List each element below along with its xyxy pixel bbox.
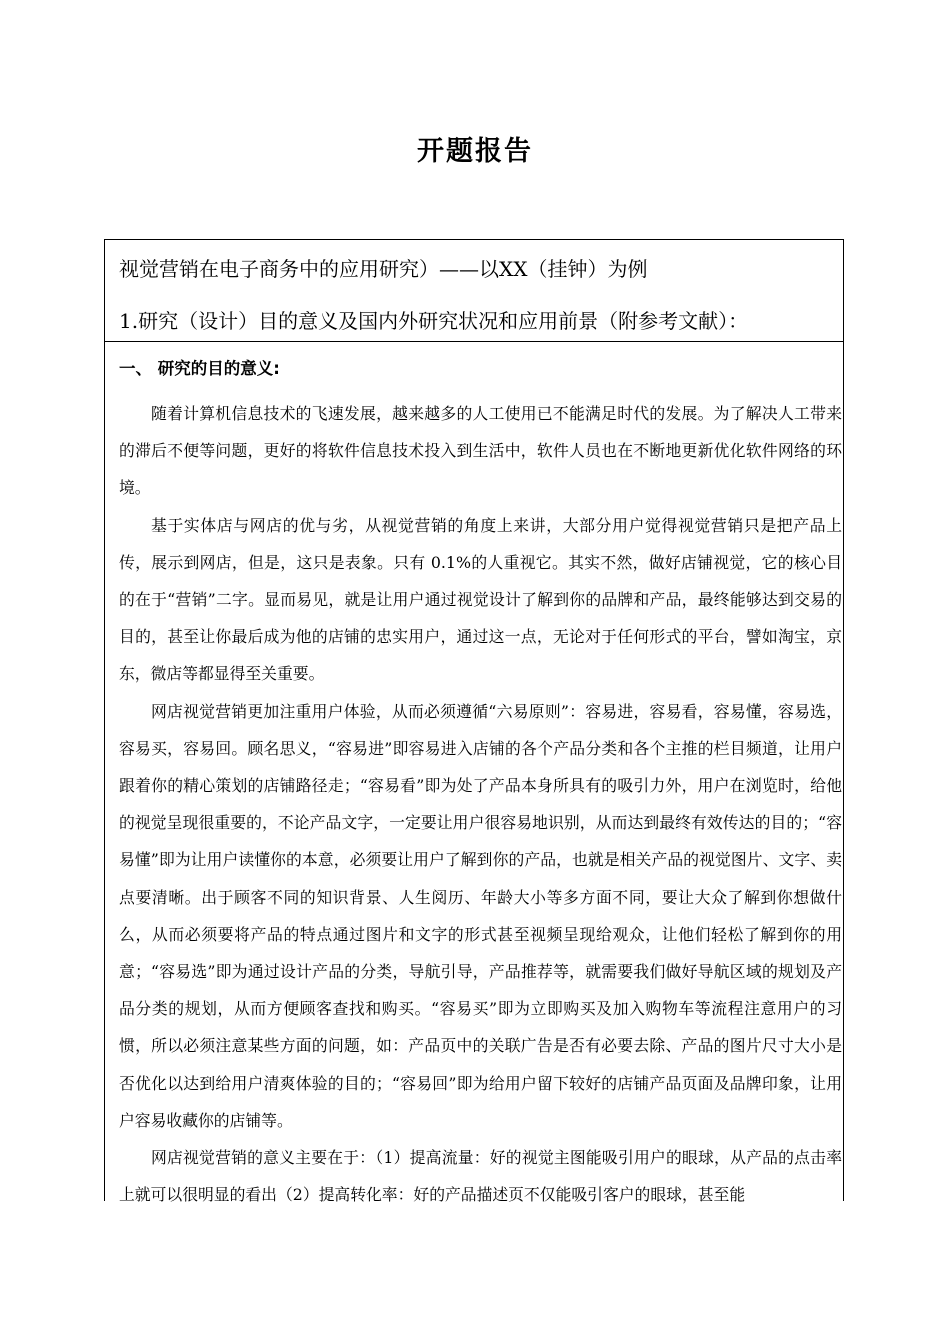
paragraph: 网店视觉营销的意义主要在于：（1）提高流量：好的视觉主图能吸引用户的眼球，从产品的点击率上就可以很明显的看出（2）提高转化率：好的产品描述页不仅能吸引客户的眼球，甚至能 xyxy=(119,1148,842,1205)
section-heading: 一、 研究的目的意义: xyxy=(119,359,280,378)
section-prompt: 1.研究（设计）目的意义及国内外研究状况和应用前景（附参考文献）： xyxy=(119,309,749,333)
table-divider xyxy=(105,341,843,342)
report-table xyxy=(104,239,844,1205)
document-title: 开题报告 xyxy=(417,136,533,167)
body-text xyxy=(119,395,842,1213)
topic-line: 视觉营销在电子商务中的应用研究）——以XX（挂钟）为例 xyxy=(119,257,648,281)
paragraph: 基于实体店与网店的优与劣，从视觉营销的角度上来讲，大部分用户觉得视觉营销只是把产品上传，展示到网店，但是，这只是表象。只有 0.1%的人重视它。其实不然，做好店铺视觉，它的核心目的在于“营销”二字。显而易见，就是让用户通过视觉设计了解到你的品牌和产品，最终能够达到交易的目的，甚至让你最后成为他的店铺的忠实用户，通过这一点，无论对于任何形式的平台，譬如淘宝，京东，微店等都显得至关重要。 xyxy=(119,515,842,684)
paragraph: 随着计算机信息技术的飞速发展，越来越多的人工使用已不能满足时代的发展。为了解决人工带来的滞后不便等问题，更好的将软件信息技术投入到生活中，软件人员也在不断地更新优化软件网络的环境。 xyxy=(119,404,842,498)
paragraph: 网店视觉营销更加注重用户体验，从而必须遵循“六易原则”：容易进，容易看，容易懂，容易选，容易买，容易回。顾名思义，“容易进”即容易进入店铺的各个产品分类和各个主推的栏目频道，让用户跟着你的精心策划的店铺路径走；“容易看”即为处了产品本身所具有的吸引力外，用户在浏览时，给他的视觉呈现很重要的，不论产品文字，一定要让用户很容易地识别，从而达到最终有效传达的目的；“容易懂”即为让用户读懂你的本意，必须要让用户了解到你的产品，也就是相关产品的视觉图片、文字、卖点要清晰。出于顾客不同的知识背景、人生阅历、年龄大小等多方面不同，要让大众了解到你想做什么，从而必须要将产品的特点通过图片和文字的形式甚至视频呈现给观众，让他们轻松了解到你的用意；“容易选”即为通过设计产品的分类，导航引导，产品推荐等，就需要我们做好导航区域的规划及产品分类的规划，从而方便顾客查找和购买。“容易买”即为立即购买及加入购物车等流程注意用户的习惯，所以必须注意某些方面的问题，如：产品页中的关联广告是否有必要去除、产品的图片尺寸大小是否优化以达到给用户清爽体验的目的；“容易回”即为给用户留下较好的店铺产品页面及品牌印象，让用户容易收藏你的店铺等。 xyxy=(119,701,842,1130)
